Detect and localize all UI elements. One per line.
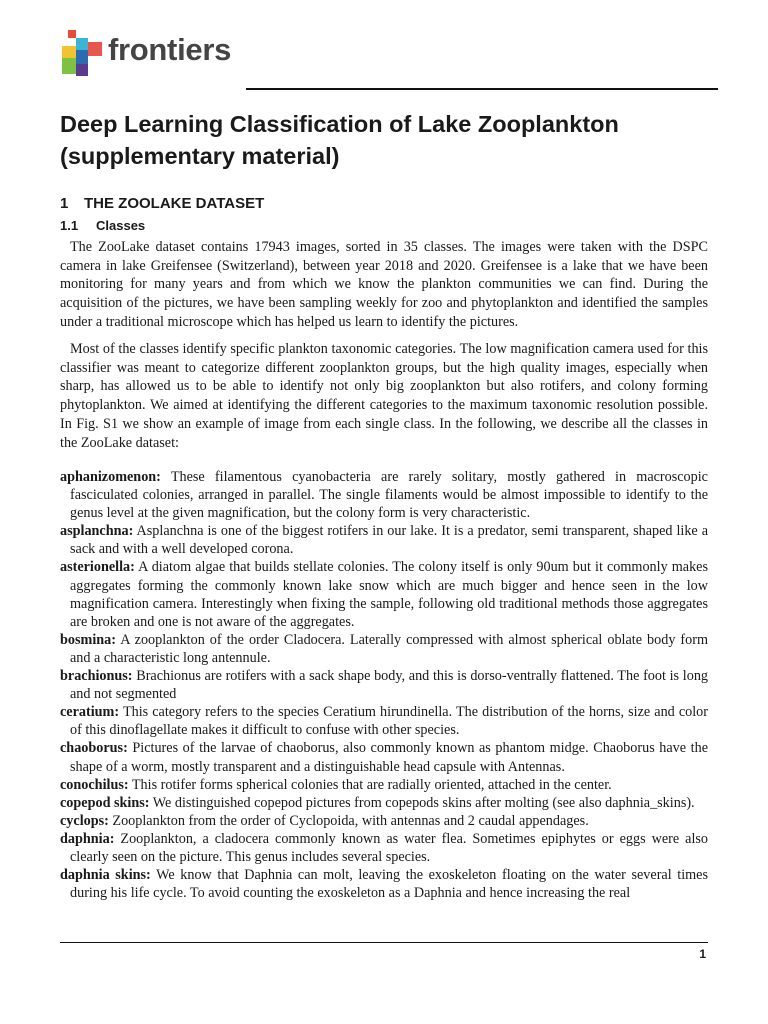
- class-definition: [60, 776, 708, 794]
- subsection-heading: [60, 218, 145, 233]
- class-description: A diatom algae that builds stellate colonies. The colony itself is only 90um but it commonly makes aggregates forming the commonly known lake snow which are much bigger and hence seen in the low magnification camera. Interestingly when fixing the sample, following old traditional methods those aggregates are broken and one is not aware of the aggregates.: [70, 559, 708, 630]
- class-definition: [60, 468, 708, 522]
- class-description: This category refers to the species Ceratium hirundinella. The distribution of the horns, size and color of this dinoflagellate makes it difficult to confuse with other species.: [70, 704, 708, 739]
- frontiers-cube-icon: [58, 28, 106, 78]
- header-rule: [246, 88, 718, 90]
- class-description: A zooplankton of the order Cladocera. Laterally compressed with almost spherical oblate body form and a characteristic long antennule.: [70, 631, 708, 666]
- class-description: This rotifer forms spherical colonies that are radially oriented, attached in the center.: [131, 776, 612, 793]
- section-heading: [60, 195, 264, 212]
- subsection-number: 1.1: [60, 218, 79, 233]
- frontiers-logo: [58, 28, 248, 78]
- footer-rule: [60, 942, 708, 943]
- class-term: copepod skins:: [60, 794, 150, 811]
- class-description: Pictures of the larvae of chaoborus, also commonly known as phantom midge. Chaoborus have the shape of a worm, mostly transparent and a distinguishable head capsule with Antennas.: [70, 740, 708, 775]
- class-description: We distinguished copepod pictures from copepods skins after molting (see also daphnia_skins).: [152, 794, 695, 811]
- class-term: aphanizomenon:: [60, 469, 161, 485]
- class-definition: [60, 667, 708, 703]
- class-definition: [60, 794, 708, 812]
- class-description: Zooplankton from the order of Cyclopoida, with antennas and 2 caudal appendages.: [112, 812, 589, 829]
- class-definition: [60, 830, 708, 866]
- class-term: chaoborus:: [60, 740, 128, 757]
- class-term: daphnia:: [60, 830, 115, 847]
- class-term: brachionus:: [60, 668, 133, 685]
- class-definition: [60, 522, 708, 558]
- class-term: ceratium:: [60, 704, 120, 721]
- class-definition-list: [60, 468, 708, 902]
- body-paragraph-2: [60, 340, 708, 452]
- page-number: 1: [699, 947, 706, 961]
- class-description: Zooplankton, a cladocera commonly known as water flea. Sometimes epiphytes or eggs were also clearly seen on the picture. This genus includes several species.: [70, 830, 708, 865]
- section-number: 1: [60, 195, 69, 212]
- class-term: bosmina:: [60, 631, 116, 648]
- class-description: We know that Daphnia can molt, leaving the exoskeleton floating on the water several times during his life cycle. To avoid counting the exoskeleton as a Daphnia and hence increasing the real: [70, 867, 708, 902]
- section-title: THE ZOOLAKE DATASET: [84, 195, 265, 212]
- class-definition: [60, 558, 708, 630]
- class-definition: [60, 739, 708, 775]
- class-description: These filamentous cyanobacteria are rarely solitary, mostly gathered in macroscopic fasciculated colonies, arranged in parallel. The single filaments would be almost impossible to identify to the genus level at the given magnification, but the colony form is very characteristic.: [70, 469, 708, 522]
- class-term: daphnia skins:: [60, 867, 151, 884]
- class-definition: [60, 631, 708, 667]
- subsection-title: Classes: [96, 218, 146, 233]
- class-term: asterionella:: [60, 559, 135, 576]
- class-definition: [60, 703, 708, 739]
- class-term: cyclops:: [60, 812, 109, 829]
- body-paragraph-1: [60, 238, 708, 332]
- class-term: conochilus:: [60, 776, 129, 793]
- paragraph-text: Most of the classes identify specific plankton taxonomic categories. The low magnification camera used for this classifier was meant to categorize different zooplankton groups, but the high quality images, especially when sharp, has allowed us to be able to identify not only big zooplankton but also rotifers, and colony forming phytoplankton. We aimed at identifying the different categories to the maximum taxonomic resolution possible. In Fig. S1 we show an example of image from each single class. In the following, we describe all the classes in the ZooLake dataset:: [60, 341, 708, 451]
- paper-title: Deep Learning Classification of Lake Zooplankton (supplementary material): [60, 111, 619, 169]
- class-definition: [60, 866, 708, 902]
- class-definition: [60, 812, 708, 830]
- class-description: Brachionus are rotifers with a sack shape body, and this is dorso-ventrally flattened. The foot is long and not segmented: [70, 668, 709, 703]
- logo-wordmark: frontiers: [108, 32, 232, 67]
- class-description: Asplanchna is one of the biggest rotifers in our lake. It is a predator, semi transparent, shaped like a sack and with a well developed corona.: [70, 523, 708, 558]
- paragraph-text: The ZooLake dataset contains 17943 images, sorted in 35 classes. The images were taken with the DSPC camera in lake Greifensee (Switzerland), between year 2018 and 2020. Greifensee is a lake that we have been monitoring for many years and from which we know the plankton communities we can find. During the acquisition of the pictures, we have been sampling weekly for zoo and phytoplankton and identified the samples under a traditional microscope which has helped us learn to identify the pictures.: [60, 239, 708, 330]
- class-term: asplanchna:: [60, 523, 134, 540]
